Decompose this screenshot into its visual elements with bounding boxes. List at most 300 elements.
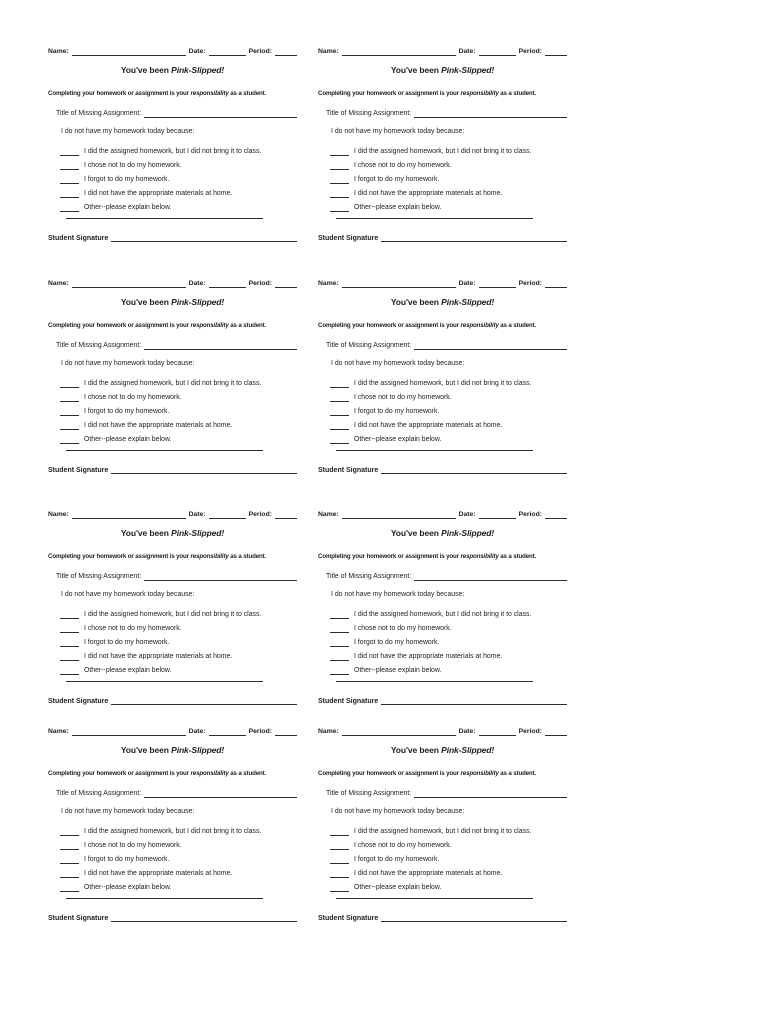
period-fill-line (545, 280, 567, 288)
assignment-row (326, 573, 567, 581)
reason-text: Other--please explain below. (84, 435, 172, 443)
statement-emphasis: responsibility (190, 90, 229, 97)
signature-fill-line (381, 234, 567, 242)
period-label: Period: (248, 728, 272, 736)
name-date-period-row (318, 728, 567, 736)
reason-list (330, 611, 565, 680)
signature-label: Student Signature (48, 698, 109, 705)
check-blank-line (60, 625, 79, 633)
period-label: Period: (518, 511, 542, 519)
reason-text: Other--please explain below. (354, 435, 442, 443)
responsibility-statement (48, 91, 297, 98)
date-label: Date: (188, 728, 206, 736)
responsibility-statement (318, 91, 567, 98)
reason-text: I forgot to do my homework. (354, 855, 440, 863)
signature-label: Student Signature (48, 915, 109, 922)
reason-item (60, 828, 295, 836)
slip-title-prefix: You've been (120, 65, 169, 75)
reason-text: Other--please explain below. (84, 203, 172, 211)
name-label: Name: (318, 48, 339, 56)
date-label: Date: (458, 511, 476, 519)
name-label: Name: (48, 48, 69, 56)
reason-item (60, 856, 295, 864)
reason-item (60, 394, 295, 402)
name-fill-line (72, 728, 186, 736)
reason-text: I did not have the appropriate materials at home. (354, 421, 503, 429)
signature-fill-line (381, 466, 567, 474)
period-fill-line (545, 48, 567, 56)
period-label: Period: (248, 511, 272, 519)
pink-slip (48, 48, 297, 248)
reason-item (330, 190, 565, 198)
reason-item (330, 870, 565, 878)
reason-text: I did the assigned homework, but I did not bring it to class. (84, 828, 262, 836)
responsibility-statement (48, 323, 297, 330)
check-blank-line (60, 639, 79, 647)
reason-text: I chose not to do my homework. (354, 624, 452, 632)
period-label: Period: (248, 280, 272, 288)
reason-text: I forgot to do my homework. (84, 855, 170, 863)
reason-text: I forgot to do my homework. (84, 175, 170, 183)
explanation-line (66, 450, 263, 451)
name-label: Name: (48, 728, 69, 736)
assignment-fill-line (144, 110, 297, 118)
reason-text: I did the assigned homework, but I did not bring it to class. (354, 828, 532, 836)
reason-list (330, 828, 565, 897)
check-blank-line (330, 436, 349, 444)
signature-row (318, 697, 567, 705)
explanation-line (66, 681, 263, 682)
pink-slip (318, 48, 567, 248)
check-blank-line (60, 422, 79, 430)
name-date-period-row (318, 511, 567, 519)
signature-row (48, 697, 297, 705)
signature-row (48, 914, 297, 922)
pink-slip (318, 511, 567, 711)
date-fill-line (209, 280, 246, 288)
reason-text: I chose not to do my homework. (84, 161, 182, 169)
assignment-label: Title of Missing Assignment: (326, 342, 412, 350)
name-fill-line (72, 48, 186, 56)
signature-row (48, 466, 297, 474)
statement-prefix: Completing your homework or assignment is your (48, 770, 189, 777)
reason-text: I forgot to do my homework. (354, 638, 440, 646)
check-blank-line (60, 162, 79, 170)
period-fill-line (275, 511, 297, 519)
slip-title-emphasis: Pink-Slipped! (441, 528, 495, 538)
reason-text: Other--please explain below. (354, 883, 442, 891)
date-fill-line (479, 511, 516, 519)
assignment-row (56, 110, 297, 118)
check-blank-line (330, 828, 349, 836)
period-fill-line (545, 511, 567, 519)
slip-title (48, 529, 297, 538)
assignment-fill-line (144, 573, 297, 581)
reason-item (60, 204, 295, 212)
slip-title-emphasis: Pink-Slipped! (441, 297, 495, 307)
check-blank-line (330, 842, 349, 850)
date-fill-line (479, 280, 516, 288)
explanation-line (66, 218, 263, 219)
assignment-fill-line (414, 110, 567, 118)
date-label: Date: (188, 280, 206, 288)
slip-title-prefix: You've been (120, 745, 169, 755)
reason-text: I did the assigned homework, but I did not bring it to class. (84, 148, 262, 156)
assignment-row (326, 110, 567, 118)
date-fill-line (479, 48, 516, 56)
assignment-label: Title of Missing Assignment: (56, 790, 142, 798)
reason-text: I chose not to do my homework. (84, 841, 182, 849)
check-blank-line (60, 436, 79, 444)
slip-title (48, 66, 297, 75)
period-fill-line (275, 728, 297, 736)
check-blank-line (60, 204, 79, 212)
pink-slip (318, 728, 567, 928)
reason-item (330, 639, 565, 647)
statement-suffix: as a student. (230, 553, 267, 560)
assignment-fill-line (414, 790, 567, 798)
statement-emphasis: responsibility (460, 553, 499, 560)
check-blank-line (330, 394, 349, 402)
name-date-period-row (48, 48, 297, 56)
statement-prefix: Completing your homework or assignment is your (318, 770, 459, 777)
explanation-line (336, 450, 533, 451)
slip-title (48, 298, 297, 307)
check-blank-line (330, 408, 349, 416)
date-label: Date: (458, 280, 476, 288)
slip-title (318, 746, 567, 755)
name-fill-line (72, 280, 186, 288)
date-fill-line (209, 728, 246, 736)
name-label: Name: (318, 280, 339, 288)
statement-suffix: as a student. (500, 770, 537, 777)
statement-suffix: as a student. (500, 322, 537, 329)
reason-item (330, 625, 565, 633)
statement-suffix: as a student. (500, 90, 537, 97)
reason-text: I did the assigned homework, but I did not bring it to class. (354, 148, 532, 156)
check-blank-line (60, 667, 79, 675)
period-label: Period: (518, 280, 542, 288)
check-blank-line (60, 380, 79, 388)
check-blank-line (60, 884, 79, 892)
check-blank-line (330, 190, 349, 198)
reason-item (330, 394, 565, 402)
slip-title-emphasis: Pink-Slipped! (171, 65, 225, 75)
signature-fill-line (111, 914, 297, 922)
statement-emphasis: responsibility (190, 322, 229, 329)
statement-emphasis: responsibility (460, 90, 499, 97)
date-label: Date: (458, 48, 476, 56)
reason-item (330, 856, 565, 864)
reason-item (60, 653, 295, 661)
statement-prefix: Completing your homework or assignment is your (48, 553, 189, 560)
reason-item (330, 842, 565, 850)
signature-row (48, 234, 297, 242)
reason-text: I did the assigned homework, but I did not bring it to class. (84, 380, 262, 388)
check-blank-line (330, 422, 349, 430)
reason-text: Other--please explain below. (84, 883, 172, 891)
check-blank-line (330, 639, 349, 647)
check-blank-line (60, 408, 79, 416)
slip-title-emphasis: Pink-Slipped! (441, 745, 495, 755)
because-prompt: I do not have my homework today because: (331, 808, 465, 815)
statement-prefix: Completing your homework or assignment is your (318, 90, 459, 97)
name-label: Name: (48, 511, 69, 519)
date-label: Date: (188, 511, 206, 519)
reason-text: I forgot to do my homework. (84, 638, 170, 646)
pink-slip (48, 280, 297, 480)
name-date-period-row (318, 48, 567, 56)
check-blank-line (60, 828, 79, 836)
slip-title-prefix: You've been (390, 297, 439, 307)
reason-item (60, 176, 295, 184)
reason-text: Other--please explain below. (354, 203, 442, 211)
reason-text: I did not have the appropriate materials at home. (354, 189, 503, 197)
check-blank-line (330, 148, 349, 156)
check-blank-line (60, 842, 79, 850)
signature-fill-line (111, 697, 297, 705)
assignment-fill-line (414, 573, 567, 581)
check-blank-line (330, 380, 349, 388)
responsibility-statement (48, 771, 297, 778)
check-blank-line (330, 870, 349, 878)
pink-slip (48, 511, 297, 711)
name-date-period-row (318, 280, 567, 288)
statement-suffix: as a student. (500, 553, 537, 560)
slip-title-prefix: You've been (120, 528, 169, 538)
reason-text: Other--please explain below. (354, 666, 442, 674)
responsibility-statement (318, 554, 567, 561)
reason-item (330, 436, 565, 444)
assignment-label: Title of Missing Assignment: (326, 790, 412, 798)
reason-text: I chose not to do my homework. (354, 393, 452, 401)
check-blank-line (60, 394, 79, 402)
assignment-label: Title of Missing Assignment: (326, 573, 412, 581)
reason-text: I chose not to do my homework. (84, 393, 182, 401)
date-fill-line (479, 728, 516, 736)
reason-item (60, 667, 295, 675)
reason-list (330, 148, 565, 217)
assignment-row (56, 342, 297, 350)
reason-item (330, 204, 565, 212)
assignment-label: Title of Missing Assignment: (56, 342, 142, 350)
slip-title (318, 298, 567, 307)
slip-title-prefix: You've been (390, 65, 439, 75)
check-blank-line (60, 870, 79, 878)
slip-title-prefix: You've been (120, 297, 169, 307)
because-prompt: I do not have my homework today because: (61, 360, 195, 367)
check-blank-line (330, 625, 349, 633)
slip-title-emphasis: Pink-Slipped! (171, 297, 225, 307)
statement-emphasis: responsibility (460, 322, 499, 329)
pink-slip (318, 280, 567, 480)
reason-item (330, 611, 565, 619)
check-blank-line (60, 653, 79, 661)
because-prompt: I do not have my homework today because: (331, 591, 465, 598)
reason-text: I did not have the appropriate materials at home. (354, 652, 503, 660)
signature-fill-line (381, 697, 567, 705)
reason-text: I did the assigned homework, but I did not bring it to class. (354, 380, 532, 388)
signature-row (318, 914, 567, 922)
assignment-fill-line (414, 342, 567, 350)
slip-title-prefix: You've been (390, 745, 439, 755)
name-fill-line (342, 511, 456, 519)
assignment-row (56, 573, 297, 581)
reason-text: I did the assigned homework, but I did not bring it to class. (84, 611, 262, 619)
date-fill-line (209, 511, 246, 519)
because-prompt: I do not have my homework today because: (331, 128, 465, 135)
check-blank-line (330, 176, 349, 184)
because-prompt: I do not have my homework today because: (61, 128, 195, 135)
reason-item (60, 639, 295, 647)
period-label: Period: (248, 48, 272, 56)
reason-text: I did not have the appropriate materials at home. (84, 189, 233, 197)
check-blank-line (60, 856, 79, 864)
reason-item (330, 884, 565, 892)
pink-slip (48, 728, 297, 928)
reason-list (60, 611, 295, 680)
reason-text: I did not have the appropriate materials at home. (84, 421, 233, 429)
name-label: Name: (318, 511, 339, 519)
reason-text: I chose not to do my homework. (84, 624, 182, 632)
check-blank-line (330, 653, 349, 661)
check-blank-line (330, 162, 349, 170)
reason-text: I forgot to do my homework. (84, 407, 170, 415)
signature-row (318, 234, 567, 242)
reason-item (330, 162, 565, 170)
reason-text: I chose not to do my homework. (354, 161, 452, 169)
check-blank-line (60, 611, 79, 619)
reason-item (330, 667, 565, 675)
reason-item (60, 162, 295, 170)
slip-title-emphasis: Pink-Slipped! (171, 528, 225, 538)
period-fill-line (275, 48, 297, 56)
reason-text: I did the assigned homework, but I did not bring it to class. (354, 611, 532, 619)
assignment-fill-line (144, 342, 297, 350)
check-blank-line (330, 856, 349, 864)
statement-suffix: as a student. (230, 322, 267, 329)
statement-prefix: Completing your homework or assignment is your (318, 322, 459, 329)
name-label: Name: (318, 728, 339, 736)
name-date-period-row (48, 511, 297, 519)
assignment-label: Title of Missing Assignment: (326, 110, 412, 118)
slip-title (318, 66, 567, 75)
reason-text: I forgot to do my homework. (354, 175, 440, 183)
signature-label: Student Signature (318, 698, 379, 705)
reason-text: I did not have the appropriate materials at home. (84, 652, 233, 660)
reason-list (60, 380, 295, 449)
reason-item (60, 870, 295, 878)
name-fill-line (342, 48, 456, 56)
period-fill-line (275, 280, 297, 288)
assignment-fill-line (144, 790, 297, 798)
explanation-line (66, 898, 263, 899)
reason-item (60, 625, 295, 633)
name-label: Name: (48, 280, 69, 288)
reason-text: Other--please explain below. (84, 666, 172, 674)
because-prompt: I do not have my homework today because: (61, 808, 195, 815)
reason-text: I chose not to do my homework. (354, 841, 452, 849)
signature-label: Student Signature (318, 467, 379, 474)
assignment-row (326, 342, 567, 350)
reason-list (60, 828, 295, 897)
check-blank-line (330, 884, 349, 892)
responsibility-statement (48, 554, 297, 561)
reason-item (60, 884, 295, 892)
assignment-row (326, 790, 567, 798)
responsibility-statement (318, 771, 567, 778)
because-prompt: I do not have my homework today because: (61, 591, 195, 598)
check-blank-line (330, 667, 349, 675)
signature-label: Student Signature (48, 467, 109, 474)
reason-text: I did not have the appropriate materials at home. (84, 869, 233, 877)
check-blank-line (60, 148, 79, 156)
period-label: Period: (518, 728, 542, 736)
statement-prefix: Completing your homework or assignment is your (318, 553, 459, 560)
statement-prefix: Completing your homework or assignment is your (48, 322, 189, 329)
name-fill-line (72, 511, 186, 519)
name-fill-line (342, 728, 456, 736)
slip-title-emphasis: Pink-Slipped! (171, 745, 225, 755)
signature-fill-line (111, 466, 297, 474)
date-fill-line (209, 48, 246, 56)
explanation-line (336, 681, 533, 682)
period-label: Period: (518, 48, 542, 56)
assignment-label: Title of Missing Assignment: (56, 110, 142, 118)
signature-label: Student Signature (318, 915, 379, 922)
reason-list (60, 148, 295, 217)
name-fill-line (342, 280, 456, 288)
reason-item (330, 653, 565, 661)
signature-fill-line (381, 914, 567, 922)
signature-label: Student Signature (318, 235, 379, 242)
reason-text: I forgot to do my homework. (354, 407, 440, 415)
reason-item (60, 190, 295, 198)
assignment-row (56, 790, 297, 798)
slip-title-prefix: You've been (390, 528, 439, 538)
slip-title (318, 529, 567, 538)
check-blank-line (60, 190, 79, 198)
statement-suffix: as a student. (230, 90, 267, 97)
slip-title (48, 746, 297, 755)
signature-label: Student Signature (48, 235, 109, 242)
reason-item (330, 148, 565, 156)
slip-title-emphasis: Pink-Slipped! (441, 65, 495, 75)
because-prompt: I do not have my homework today because: (331, 360, 465, 367)
explanation-line (336, 898, 533, 899)
check-blank-line (60, 176, 79, 184)
responsibility-statement (318, 323, 567, 330)
reason-item (60, 842, 295, 850)
explanation-line (336, 218, 533, 219)
reason-item (330, 828, 565, 836)
signature-fill-line (111, 234, 297, 242)
assignment-label: Title of Missing Assignment: (56, 573, 142, 581)
reason-item (330, 176, 565, 184)
check-blank-line (330, 204, 349, 212)
statement-emphasis: responsibility (190, 553, 229, 560)
reason-item (60, 408, 295, 416)
name-date-period-row (48, 728, 297, 736)
reason-item (60, 611, 295, 619)
reason-item (330, 422, 565, 430)
period-fill-line (545, 728, 567, 736)
reason-item (60, 148, 295, 156)
check-blank-line (330, 611, 349, 619)
reason-item (330, 408, 565, 416)
date-label: Date: (458, 728, 476, 736)
reason-item (330, 380, 565, 388)
